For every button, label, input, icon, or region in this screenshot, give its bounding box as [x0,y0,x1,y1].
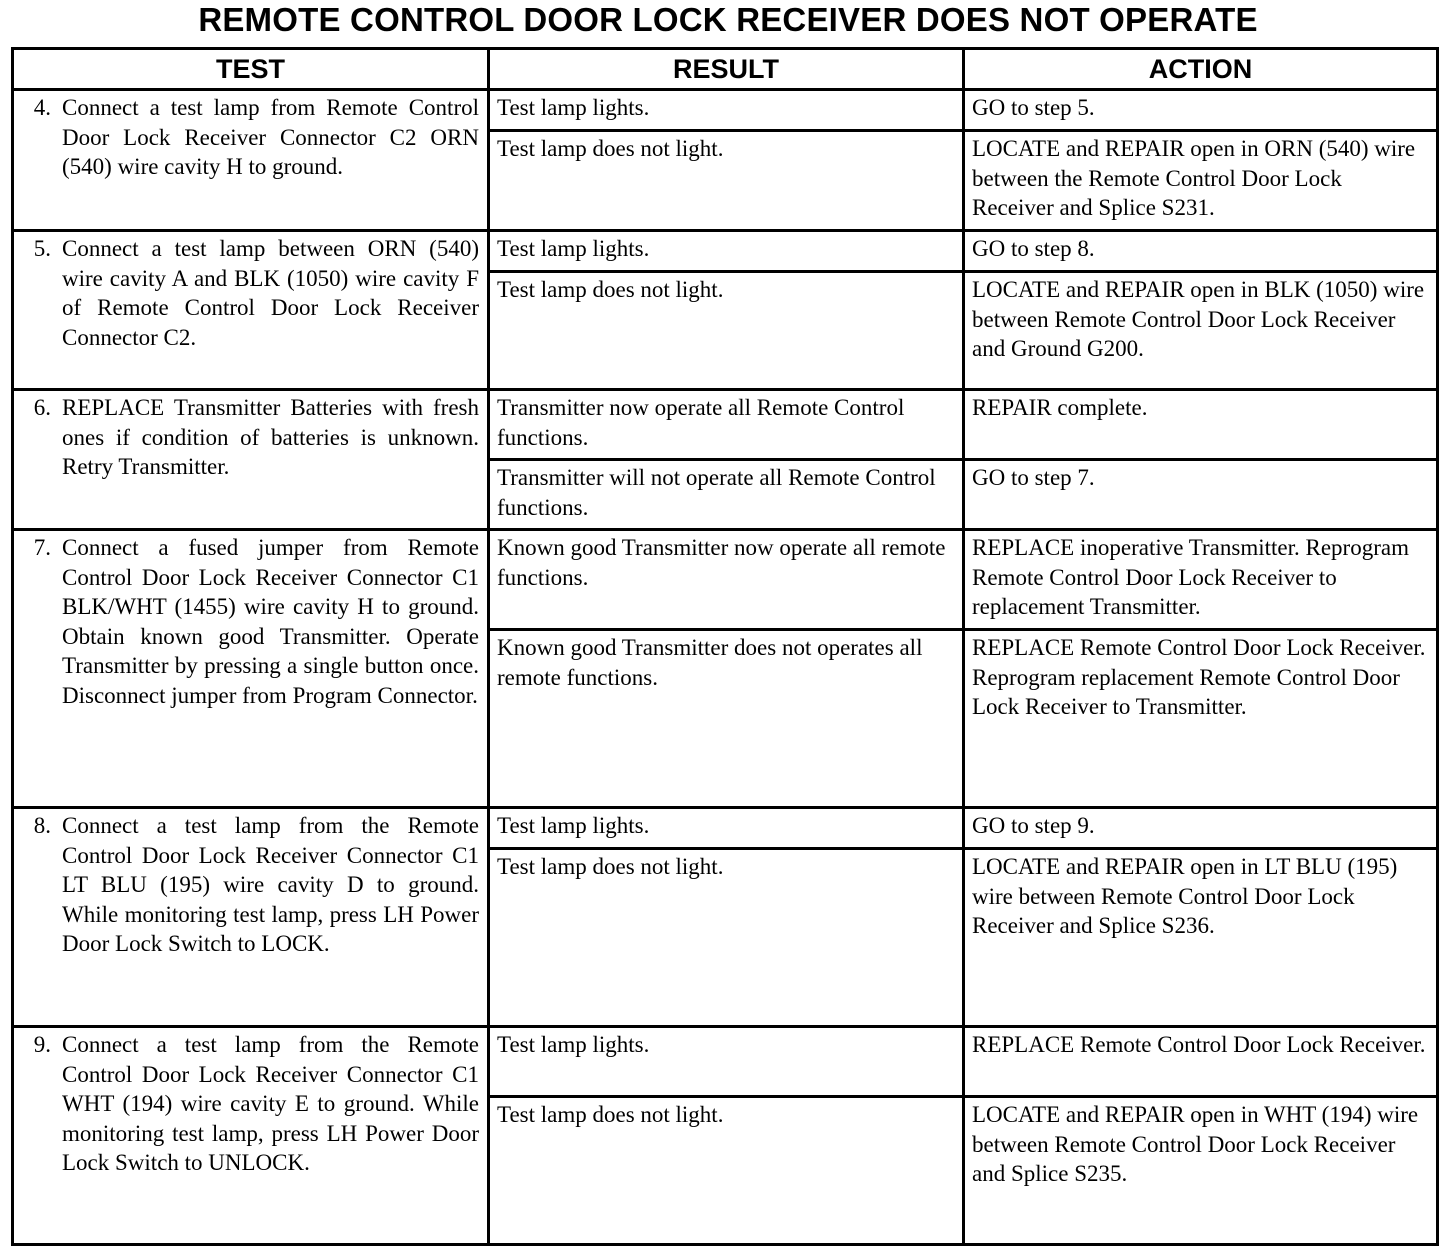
result-text: Test lamp does not light. [497,277,724,302]
test-cell-step-5 [13,231,489,390]
step-test-text: Connect a fused jumper from Remote Control Door Lock Receiver Connector C1 BLK/WHT (1455) wire cavity H to ground. Obtain known good Transmitter. Operate Transmitter by pressing a single button once. Disconnect jumper from Program Connector. [62,535,479,708]
result-text: Transmitter will not operate all Remote Control functions. [497,465,936,520]
result-text: Transmitter now operate all Remote Control functions. [497,395,905,450]
action-text: REPLACE Remote Control Door Lock Receiver. [972,1032,1426,1057]
table-row [13,90,1438,131]
result-text: Test lamp does not light. [497,854,724,879]
result-cell [489,1097,964,1245]
table-row [13,808,1438,849]
step-number: 9. [33,1032,51,1057]
action-text: LOCATE and REPAIR open in LT BLU (195) wire between Remote Control Door Lock Receiver and Splice S236. [972,854,1398,938]
result-cell [489,808,964,849]
step-number: 6. [33,395,51,420]
result-cell [489,390,964,460]
table-row [13,231,1438,272]
result-cell [489,530,964,630]
step-number: 7. [33,535,51,560]
action-cell [964,1097,1438,1245]
table-row [13,1027,1438,1097]
result-text: Test lamp does not light. [497,136,724,161]
action-cell [964,460,1438,530]
result-text: Test lamp lights. [497,236,650,261]
step-test-text: Connect a test lamp from Remote Control Door Lock Receiver Connector C2 ORN (540) wire cavity H to ground. [62,95,479,179]
step-number: 5. [33,236,51,261]
result-cell [489,849,964,1027]
action-cell [964,530,1438,630]
test-cell-step-8 [13,808,489,1027]
action-text: REPLACE Remote Control Door Lock Receiver. Reprogram replacement Remote Control Door Lock Receiver to Transmitter. [972,635,1426,719]
test-cell-step-7 [13,530,489,808]
action-cell [964,231,1438,272]
result-text: Test lamp does not light. [497,1102,724,1127]
step-test-text: REPLACE Transmitter Batteries with fresh ones if condition of batteries is unknown. Retry Transmitter. [62,395,479,479]
result-cell [489,460,964,530]
action-cell [964,1027,1438,1097]
action-cell [964,390,1438,460]
step-number: 4. [33,95,51,120]
result-cell [489,272,964,390]
action-text: GO to step 8. [972,236,1095,261]
diagnostic-table [11,47,1439,1246]
step-test-text: Connect a test lamp from the Remote Control Door Lock Receiver Connector C1 LT BLU (195) wire cavity D to ground. While monitoring test lamp, press LH Power Door Lock Switch to LOCK. [62,813,479,956]
header-row [13,49,1438,90]
result-text: Known good Transmitter now operate all remote functions. [497,535,946,590]
action-text: GO to step 9. [972,813,1095,838]
result-cell [489,90,964,131]
result-text: Test lamp lights. [497,95,650,120]
table-row [13,390,1438,460]
result-text: Known good Transmitter does not operates all remote functions. [497,635,923,690]
result-cell [489,131,964,231]
test-column-header: TEST [13,49,489,90]
action-text: LOCATE and REPAIR open in BLK (1050) wire between Remote Control Door Lock Receiver and Ground G200. [972,277,1425,361]
result-cell [489,630,964,808]
action-text: LOCATE and REPAIR open in WHT (194) wire between Remote Control Door Lock Receiver and Splice S235. [972,1102,1419,1186]
action-text: REPLACE inoperative Transmitter. Reprogram Remote Control Door Lock Receiver to replacement Transmitter. [972,535,1409,619]
step-test-text: Connect a test lamp between ORN (540) wire cavity A and BLK (1050) wire cavity F of Remote Control Door Lock Receiver Connector C2. [62,236,479,350]
test-cell-step-9 [13,1027,489,1245]
action-text: LOCATE and REPAIR open in ORN (540) wire between the Remote Control Door Lock Receiver and Splice S231. [972,136,1416,220]
result-cell [489,231,964,272]
action-cell [964,630,1438,808]
table-row [13,530,1438,630]
result-column-header: RESULT [489,49,964,90]
action-text: REPAIR complete. [972,395,1148,420]
result-text: Test lamp lights. [497,1032,650,1057]
step-test-text: Connect a test lamp from the Remote Control Door Lock Receiver Connector C1 WHT (194) wire cavity E to ground. While monitoring test lamp, press LH Power Door Lock Switch to UNLOCK. [62,1032,479,1175]
action-column-header: ACTION [964,49,1438,90]
result-text: Test lamp lights. [497,813,650,838]
result-cell [489,1027,964,1097]
test-cell-step-6 [13,390,489,530]
action-cell [964,131,1438,231]
page-title: REMOTE CONTROL DOOR LOCK RECEIVER DOES NOT OPERATE [198,1,1258,38]
action-cell [964,849,1438,1027]
test-cell-step-4 [13,90,489,231]
step-number: 8. [33,813,51,838]
action-text: GO to step 5. [972,95,1095,120]
action-cell [964,808,1438,849]
action-cell [964,272,1438,390]
action-text: GO to step 7. [972,465,1095,490]
action-cell [964,90,1438,131]
